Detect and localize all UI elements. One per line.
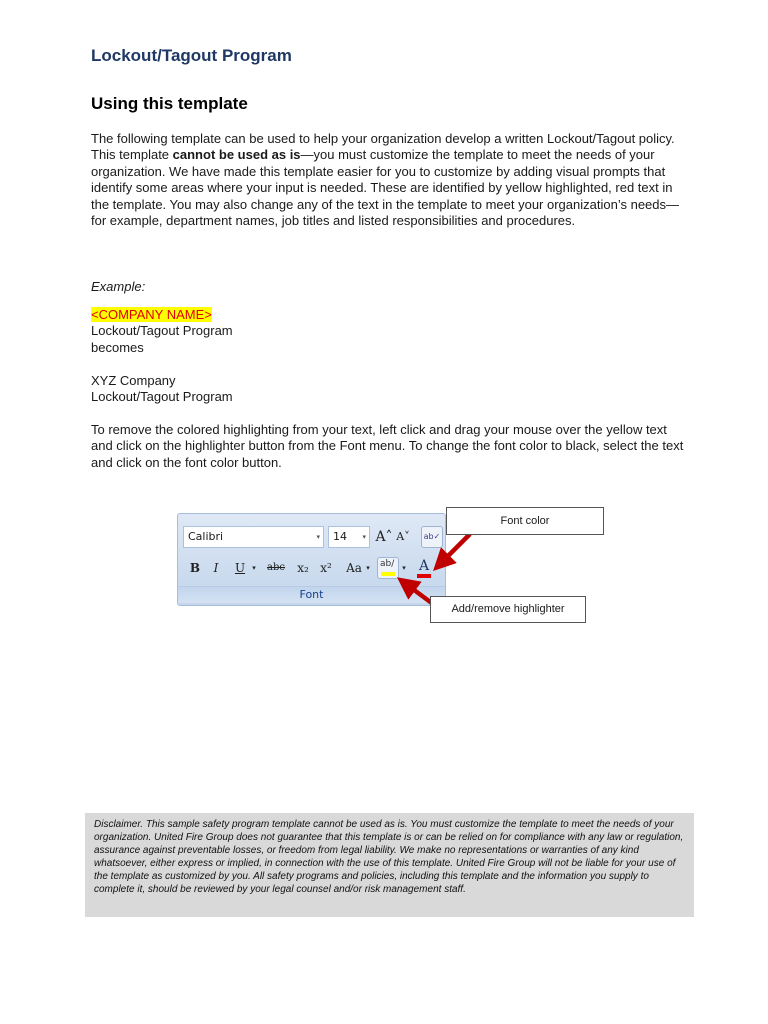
highlighter-dropdown-icon: ▾	[402, 564, 406, 572]
highlighter-icon	[377, 557, 399, 579]
font-size-value: 14	[333, 530, 347, 543]
strikethrough-icon: abc	[267, 562, 285, 573]
example-line-program: Lockout/Tagout Program	[91, 323, 233, 339]
change-case-dropdown-icon: ▾	[366, 564, 370, 572]
ribbon-group-label: Font	[178, 586, 445, 603]
bold-icon: B	[189, 561, 201, 575]
underline-icon: U	[234, 561, 246, 575]
result-line-company: XYZ Company	[91, 373, 176, 388]
intro-paragraph	[91, 131, 691, 229]
font-color-icon	[414, 558, 434, 578]
example-label: Example:	[91, 279, 146, 294]
italic-icon: I	[213, 561, 219, 575]
font-size-dropdown-icon: ▾	[362, 533, 366, 541]
font-name-value: Calibri	[188, 530, 224, 543]
underline-dropdown-icon: ▾	[252, 564, 256, 572]
example-line-becomes: becomes	[91, 339, 144, 355]
shrink-font-icon: A˅	[396, 530, 410, 543]
intro-text-part2: —you must customize the template to meet the needs of your organization. We have made this template easier for you to customize by adding visual prompts that identify some areas where your input is needed. These are identified by yellow highlighted, red text in the template. You may also change any of the text in the template to meet your organization’s needs—for example, department names, job titles and listed responsibilities and procedures.	[91, 147, 680, 229]
font-name-box	[183, 526, 324, 548]
example-block	[91, 307, 691, 356]
disclaimer-box: Disclaimer. This sample safety program template cannot be used as is. You must customize the template to meet the needs of your organization. United Fire Group does not guarantee that this template is or can be relied on for compliance with any law or regulation, assurance against preventable losses, or freedom from legal liability. We make no representations or warranties of any kind whatsoever, either express or implied, in connection with the use of this template. United Fire Group will not be liable for your use of the template as customized by you. All safety programs and policies, including this template and the information you supply to complete it, should be reviewed by your legal counsel and/or risk management staff.	[85, 813, 694, 917]
highlighter-glyph: ab∕	[380, 559, 395, 569]
subscript-icon: x₂	[297, 561, 309, 575]
result-line-program: Lockout/Tagout Program	[91, 389, 233, 405]
font-name-dropdown-icon: ▾	[316, 533, 320, 541]
highlighter-callout: Add/remove highlighter	[430, 596, 586, 623]
font-color-bar	[417, 574, 431, 578]
result-block	[91, 373, 691, 406]
intro-bold-text: cannot be used as is	[172, 147, 301, 163]
intro-text-part1: The following template can be used to help your organization develop a written Lockout/Tagout policy. This template	[91, 131, 675, 163]
company-name-placeholder: <COMPANY NAME>	[91, 307, 212, 322]
highlight-color-bar	[381, 572, 395, 576]
font-size-box	[328, 526, 370, 548]
font-color-glyph: A	[418, 558, 430, 574]
superscript-icon: x²	[320, 561, 332, 575]
clear-formatting-icon: ab✓	[421, 526, 443, 548]
instructions-paragraph: To remove the colored highlighting from your text, left click and drag your mouse over the yellow text and click on the highlighter button from the Font menu. To change the font color to black, select the text and click on the font color button.	[91, 422, 684, 470]
grow-font-icon: A˄	[375, 529, 393, 545]
section-heading: Using this template	[91, 94, 248, 113]
font-ribbon-figure	[177, 513, 446, 606]
change-case-icon: Aa	[346, 561, 362, 575]
font-color-callout: Font color	[446, 507, 604, 535]
page-title: Lockout/Tagout Program	[91, 46, 292, 65]
